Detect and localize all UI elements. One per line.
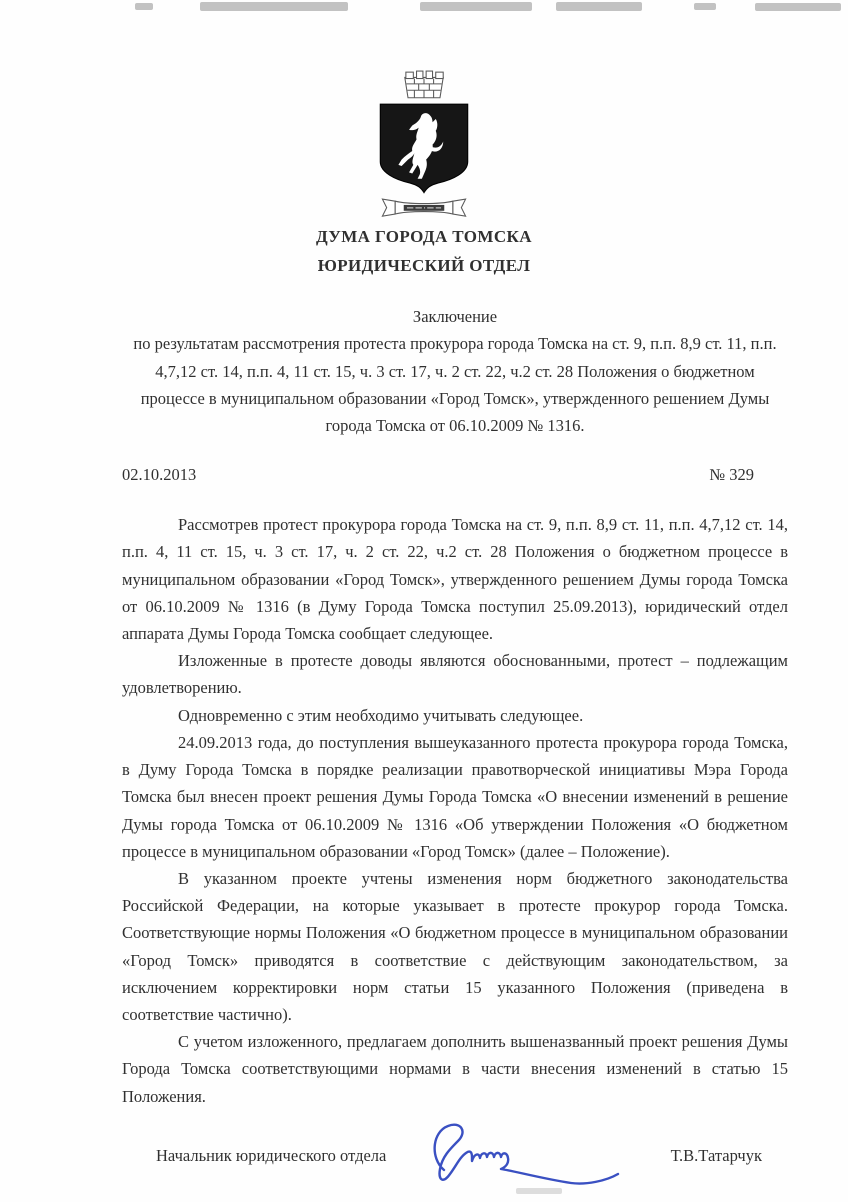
paragraph: 24.09.2013 года, до поступления вышеуказанного протеста прокурора города Томска, в Думу Города Томска в порядке реализации правотворческой инициативы Мэра Города Томска был внесен проект решения Думы Города Томска «О внесении изменений в решение Думы города Томска от 06.10.2009 № 1316 «Об утверждении Положения «О бюджетном процессе в муниципальном образовании «Город Томск» (далее – Положение). — [122, 732, 788, 861]
document-title: Заключение — [412, 307, 498, 327]
scan-artifact — [135, 3, 153, 10]
scan-artifact — [200, 2, 348, 11]
shield-icon — [380, 104, 467, 193]
document-subject: по результатам рассмотрения протеста прокурора города Томска на ст. 9, п.п. 8,9 ст. 11, п.п. 4,7,12 ст. 14, п.п. 4, 11 ст. 15, ч. 3 ст. 17, ч. 2 ст. 22, ч.2 ст. 28 Положения о бюджетном процессе в муниципальном образовании «Город Томск», утвержденного решением Думы города Томска от 06.10.2009 № 1316. — [133, 334, 777, 436]
organization-name: ДУМА ГОРОДА ТОМСКА — [316, 227, 532, 247]
scan-artifact — [694, 3, 716, 10]
tomsk-coat-of-arms-icon — [376, 70, 472, 221]
signatory-name: Т.В.Татарчук — [670, 1145, 762, 1165]
motto-ribbon-icon — [382, 199, 465, 216]
department-name: ЮРИДИЧЕСКИЙ ОТДЕЛ — [317, 256, 531, 276]
paragraph: Рассмотрев протест прокурора города Томска на ст. 9, п.п. 8,9 ст. 11, п.п. 4,7,12 ст. 14, п.п. 4, 11 ст. 15, ч. 3 ст. 17, ч. 2 ст. 22, ч.2 ст. 28 Положения о бюджетном процессе в муниципальном образовании «Город Томск», утвержденного решением Думы города Томска от 06.10.2009 № 1316 (в Думу Города Томска поступил 25.09.2013), юридический отдел аппарата Думы Города Томска сообщает следующее. — [122, 515, 788, 644]
paragraph: Изложенные в протесте доводы являются обоснованными, протест – подлежащим удовлетворению. — [122, 651, 788, 698]
paragraph: Одновременно с этим необходимо учитывать следующее. — [178, 705, 584, 725]
paragraph: С учетом изложенного, предлагаем дополнить вышеназванный проект решения Думы Города Томска соответствующими нормами в части внесения изменений в статью 15 Положения. — [122, 1032, 788, 1106]
document-body — [122, 511, 788, 1109]
signature-block — [122, 1132, 788, 1178]
scan-artifact — [755, 3, 841, 11]
paragraph: В указанном проекте учтены изменения норм бюджетного законодательства Российской Федерации, на которые указывает в протесте прокурор города Томска. Соответствующие нормы Положения «О бюджетном процессе в муниципальном образовании «Город Томск» приводятся в соответствие с действующим законодательством, за исключением корректировки норм статьи 15 указанного Положения (приведена в соответствие частично). — [122, 868, 788, 1024]
document-date: 02.10.2013 — [122, 465, 197, 485]
scan-artifact — [420, 2, 532, 11]
document-number: № 329 — [709, 465, 754, 485]
mural-crown-icon — [405, 71, 443, 98]
meta-row — [122, 465, 788, 485]
handwritten-signature — [422, 1114, 634, 1198]
scan-artifact — [516, 1188, 562, 1194]
signatory-position: Начальник юридического отдела — [156, 1145, 387, 1165]
scan-artifact — [556, 2, 642, 11]
